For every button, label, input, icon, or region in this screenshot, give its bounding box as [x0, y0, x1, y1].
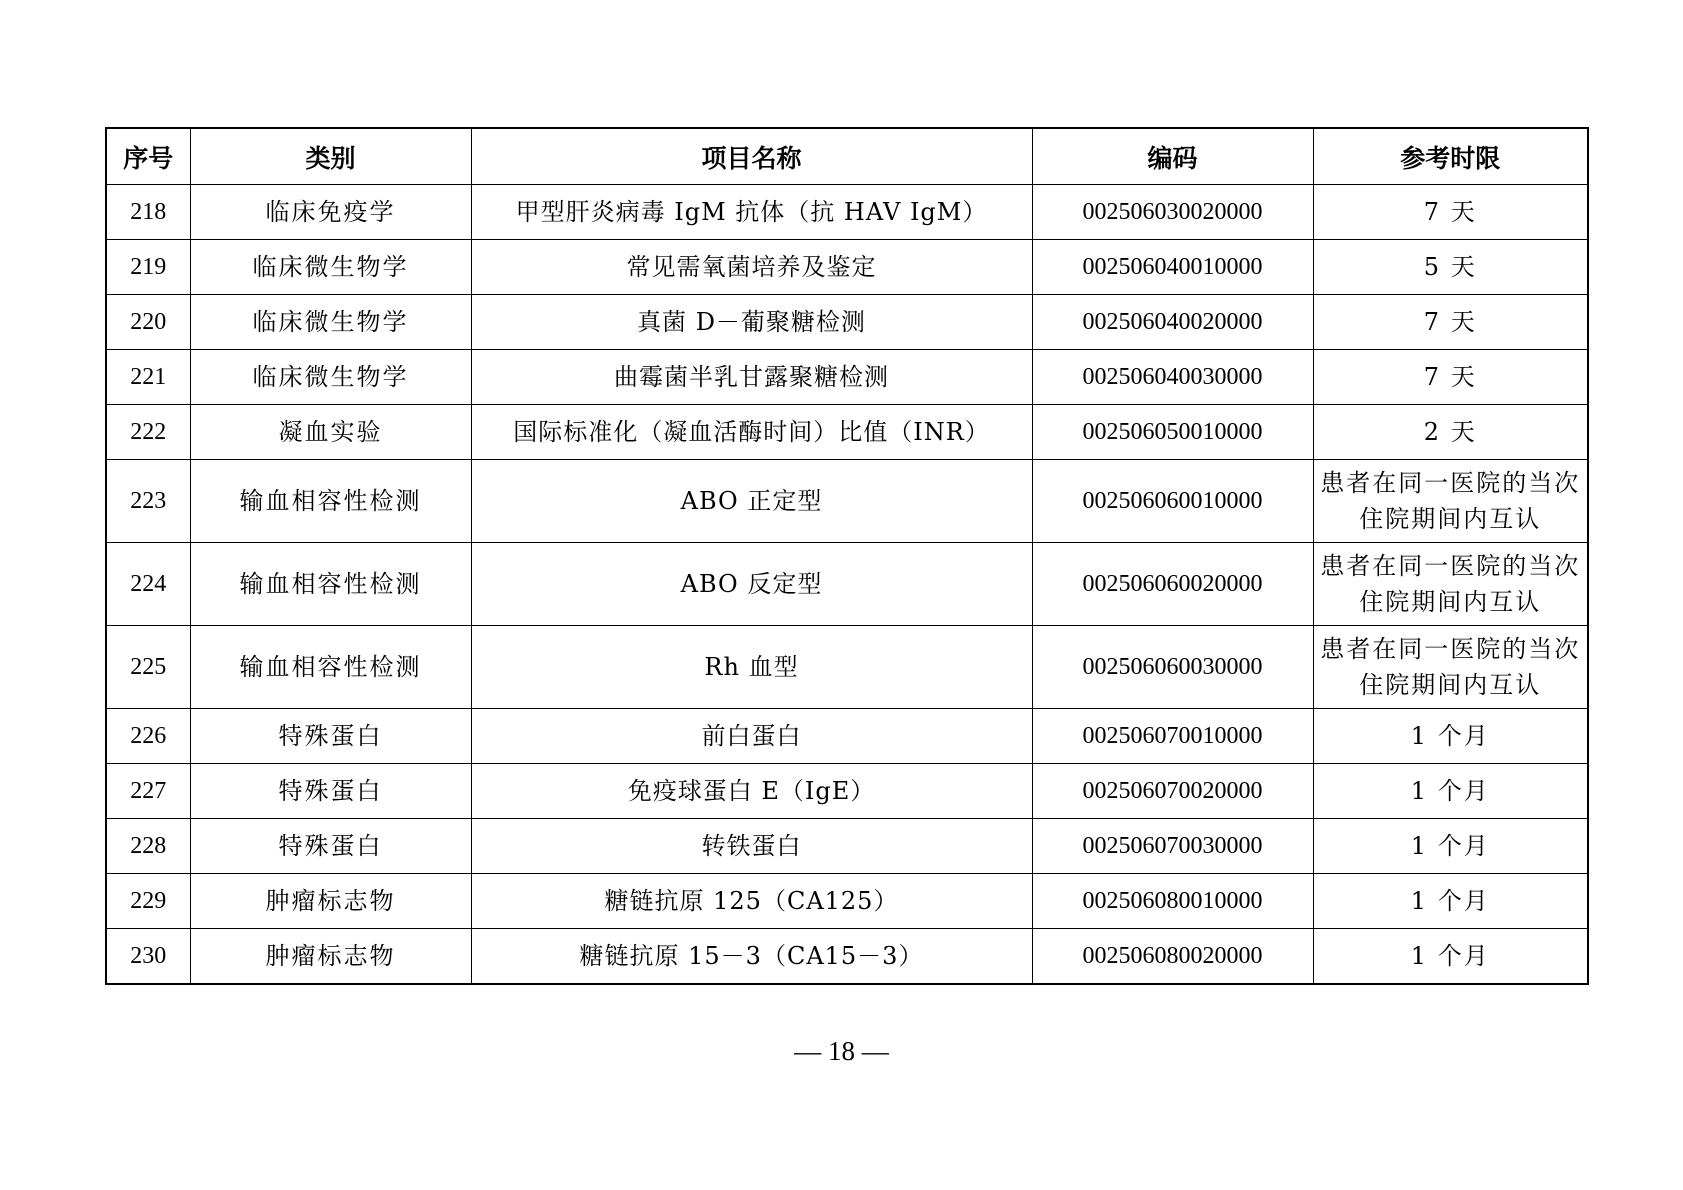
cell-seq: 221 — [106, 350, 190, 405]
cell-category: 临床免疫学 — [190, 185, 471, 240]
table-row — [106, 185, 1588, 240]
cell-time-limit: 1 个月 — [1313, 874, 1588, 929]
header-item-name: 项目名称 — [471, 128, 1032, 185]
cell-item-name: 糖链抗原 125（CA125） — [471, 874, 1032, 929]
cell-item-name: 真菌 D－葡聚糖检测 — [471, 295, 1032, 350]
cell-seq: 230 — [106, 929, 190, 985]
cell-code: 002506070020000 — [1032, 764, 1313, 819]
table-row — [106, 819, 1588, 874]
cell-seq: 222 — [106, 405, 190, 460]
cell-time-limit: 1 个月 — [1313, 819, 1588, 874]
cell-code: 002506070010000 — [1032, 709, 1313, 764]
table-row — [106, 543, 1588, 626]
table-row — [106, 709, 1588, 764]
page-number: — 18 — — [794, 1036, 889, 1066]
cell-time-limit: 1 个月 — [1313, 764, 1588, 819]
table-row — [106, 295, 1588, 350]
cell-time-limit: 5 天 — [1313, 240, 1588, 295]
header-seq: 序号 — [106, 128, 190, 185]
cell-seq: 227 — [106, 764, 190, 819]
cell-time-limit: 患者在同一医院的当次住院期间内互认 — [1313, 543, 1588, 626]
cell-time-limit: 7 天 — [1313, 350, 1588, 405]
cell-seq: 220 — [106, 295, 190, 350]
cell-time-limit: 患者在同一医院的当次住院期间内互认 — [1313, 460, 1588, 543]
cell-seq: 224 — [106, 543, 190, 626]
cell-code: 002506080010000 — [1032, 874, 1313, 929]
cell-time-limit: 2 天 — [1313, 405, 1588, 460]
cell-item-name: Rh 血型 — [471, 626, 1032, 709]
table-row — [106, 874, 1588, 929]
header-category: 类别 — [190, 128, 471, 185]
cell-item-name: 常见需氧菌培养及鉴定 — [471, 240, 1032, 295]
cell-item-name: 糖链抗原 15－3（CA15－3） — [471, 929, 1032, 985]
cell-item-name: 前白蛋白 — [471, 709, 1032, 764]
cell-code: 002506040010000 — [1032, 240, 1313, 295]
table-row — [106, 405, 1588, 460]
cell-item-name: ABO 正定型 — [471, 460, 1032, 543]
cell-category: 肿瘤标志物 — [190, 874, 471, 929]
cell-item-name: 转铁蛋白 — [471, 819, 1032, 874]
table-row — [106, 460, 1588, 543]
cell-item-name: 免疫球蛋白 E（IgE） — [471, 764, 1032, 819]
cell-seq: 228 — [106, 819, 190, 874]
cell-category: 临床微生物学 — [190, 240, 471, 295]
cell-category: 输血相容性检测 — [190, 626, 471, 709]
cell-item-name: 甲型肝炎病毒 IgM 抗体（抗 HAV IgM） — [471, 185, 1032, 240]
header-time-limit: 参考时限 — [1313, 128, 1588, 185]
cell-code: 002506040020000 — [1032, 295, 1313, 350]
table-row — [106, 929, 1588, 985]
cell-category: 肿瘤标志物 — [190, 929, 471, 985]
mutual-recognition-table — [105, 127, 1589, 985]
cell-item-name: ABO 反定型 — [471, 543, 1032, 626]
cell-category: 输血相容性检测 — [190, 543, 471, 626]
cell-category: 凝血实验 — [190, 405, 471, 460]
cell-category: 临床微生物学 — [190, 295, 471, 350]
cell-code: 002506050010000 — [1032, 405, 1313, 460]
cell-item-name: 国际标准化（凝血活酶时间）比值（INR） — [471, 405, 1032, 460]
cell-seq: 225 — [106, 626, 190, 709]
cell-category: 特殊蛋白 — [190, 709, 471, 764]
cell-time-limit: 7 天 — [1313, 185, 1588, 240]
cell-seq: 229 — [106, 874, 190, 929]
table-row — [106, 764, 1588, 819]
cell-time-limit: 1 个月 — [1313, 929, 1588, 985]
cell-seq: 218 — [106, 185, 190, 240]
table-row — [106, 626, 1588, 709]
cell-time-limit: 7 天 — [1313, 295, 1588, 350]
cell-code: 002506040030000 — [1032, 350, 1313, 405]
cell-item-name: 曲霉菌半乳甘露聚糖检测 — [471, 350, 1032, 405]
cell-code: 002506030020000 — [1032, 185, 1313, 240]
table-header-row — [106, 128, 1588, 185]
header-code: 编码 — [1032, 128, 1313, 185]
cell-code: 002506060030000 — [1032, 626, 1313, 709]
table-row — [106, 350, 1588, 405]
cell-code: 002506070030000 — [1032, 819, 1313, 874]
table-row — [106, 240, 1588, 295]
cell-code: 002506060010000 — [1032, 460, 1313, 543]
cell-seq: 226 — [106, 709, 190, 764]
cell-category: 临床微生物学 — [190, 350, 471, 405]
cell-seq: 219 — [106, 240, 190, 295]
cell-category: 输血相容性检测 — [190, 460, 471, 543]
cell-category: 特殊蛋白 — [190, 819, 471, 874]
cell-category: 特殊蛋白 — [190, 764, 471, 819]
cell-time-limit: 患者在同一医院的当次住院期间内互认 — [1313, 626, 1588, 709]
cell-code: 002506080020000 — [1032, 929, 1313, 985]
cell-seq: 223 — [106, 460, 190, 543]
cell-code: 002506060020000 — [1032, 543, 1313, 626]
cell-time-limit: 1 个月 — [1313, 709, 1588, 764]
